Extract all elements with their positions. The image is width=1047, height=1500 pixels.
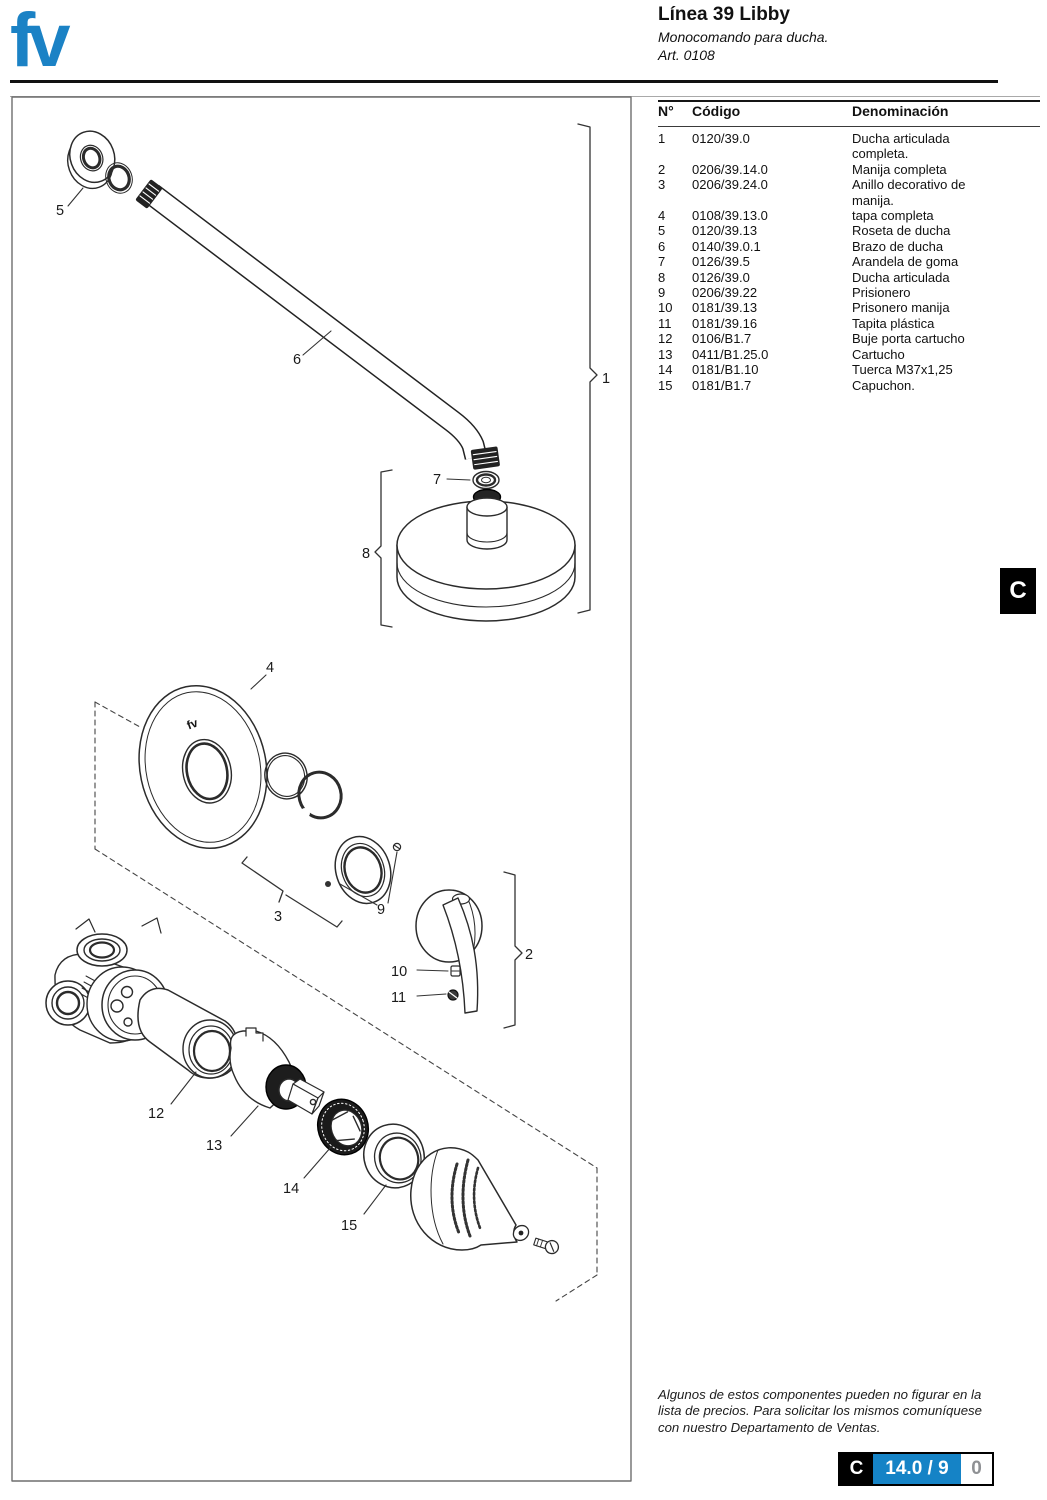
row-code: 0126/39.0 [692, 269, 750, 285]
footer-note-line: con nuestro Departamento de Ventas. [658, 1419, 881, 1435]
row-code: 0181/B1.10 [692, 362, 759, 378]
callout-6: 6 [293, 352, 302, 368]
row-name: Prisionero [852, 285, 911, 301]
plastic-cap-11 [448, 990, 458, 1000]
callout-7: 7 [433, 472, 442, 488]
page-subtitle: Monocomando para ducha. [658, 29, 829, 45]
callout-5: 5 [56, 203, 65, 219]
row-number: 15 [658, 377, 673, 393]
bracket-1 [578, 124, 597, 613]
row-number: 6 [658, 238, 666, 254]
callout-9: 9 [377, 902, 386, 918]
sleeve-part-12 [138, 988, 238, 1078]
footer-note-line: lista de precios. Para solicitar los mismos comuníquese [658, 1403, 982, 1419]
grub-screw-10 [451, 966, 460, 976]
callout-15: 15 [341, 1218, 358, 1234]
washer-part-7 [473, 472, 499, 489]
row-code: 0140/39.0.1 [692, 238, 761, 254]
page-badge [838, 1452, 994, 1486]
row-name: Capuchon. [852, 377, 915, 393]
row-number: 4 [658, 208, 666, 224]
row-code: 0120/39.13 [692, 223, 758, 239]
row-name: Ducha articulada completa. [852, 131, 950, 162]
cone-screw [533, 1235, 560, 1255]
badge-suffix: 0 [961, 1454, 992, 1484]
row-name: Ducha articulada [852, 269, 950, 285]
row-code: 0206/39.24.0 [692, 177, 768, 193]
row-name: Tuerca M37x1,25 [852, 362, 953, 378]
callout-14: 14 [283, 1181, 300, 1197]
row-name: Buje porta cartucho [852, 331, 965, 347]
shower-head-part-8 [397, 490, 575, 622]
bracket-8 [375, 470, 392, 627]
row-code: 0181/B1.7 [692, 377, 752, 393]
row-code: 0120/39.0 [692, 131, 750, 146]
row-name: Cartucho [852, 346, 905, 362]
row-name: Manija completa [852, 161, 947, 177]
row-name: Anillo decorativo de manija. [852, 177, 966, 208]
callout-4: 4 [266, 660, 275, 676]
footer-note [658, 1387, 1010, 1436]
escutcheon-part-4 [124, 674, 281, 861]
badge-section: C [840, 1454, 873, 1484]
row-number: 11 [658, 315, 672, 331]
callout-12: 12 [148, 1106, 165, 1122]
page-title: Línea 39 Libby [658, 4, 790, 25]
row-code: 0106/B1.7 [692, 331, 752, 347]
row-code: 0181/39.13 [692, 300, 758, 316]
row-name: Tapita plástica [852, 315, 935, 331]
callout-13: 13 [206, 1138, 223, 1154]
snap-ring-gap [300, 808, 310, 818]
prisionero-screw-9 [393, 843, 400, 850]
row-number: 14 [658, 362, 673, 378]
row-name: tapa completa [852, 208, 934, 224]
row-number: 1 [658, 131, 666, 146]
row-number: 5 [658, 223, 666, 239]
row-number: 9 [658, 285, 666, 301]
row-name: Prisonero manija [852, 300, 950, 316]
row-number: 7 [658, 254, 666, 270]
col-name: Denominación [852, 103, 949, 119]
bracket-2 [504, 872, 522, 1028]
row-code: 0126/39.5 [692, 254, 750, 270]
diagram-frame [12, 97, 631, 1481]
fv-logo: fv [10, 0, 64, 83]
row-name: Brazo de ducha [852, 238, 944, 254]
article-number: Art. 0108 [658, 47, 715, 63]
cone-cap [411, 1148, 532, 1250]
row-number: 2 [658, 161, 666, 177]
callout-8: 8 [362, 546, 371, 562]
row-number: 3 [658, 177, 666, 193]
col-number: N° [658, 103, 674, 119]
cartridge-part-13 [230, 1028, 324, 1114]
row-number: 12 [658, 331, 673, 347]
row-code: 0206/39.22 [692, 285, 758, 301]
callout-3: 3 [274, 909, 283, 925]
row-code: 0411/B1.25.0 [692, 346, 769, 362]
row-code: 0108/39.13.0 [692, 208, 768, 224]
badge-code: 14.0 / 9 [873, 1454, 961, 1484]
bracket-3 [242, 857, 342, 927]
row-number: 10 [658, 300, 673, 316]
callout-11: 11 [391, 990, 407, 1006]
row-code: 0206/39.14.0 [692, 161, 768, 177]
callout-1: 1 [602, 371, 611, 387]
section-tab: C [1000, 568, 1036, 614]
fv-mark: fv [184, 715, 200, 733]
row-number: 8 [658, 269, 666, 285]
row-name: Arandela de goma [852, 254, 959, 270]
shower-arm-part-6 [135, 179, 500, 470]
callout-labels [56, 203, 610, 1234]
col-code: Código [692, 103, 741, 119]
row-name: Roseta de ducha [852, 223, 951, 239]
callout-10: 10 [391, 964, 408, 980]
ring-screw [325, 881, 331, 887]
roseta-part-5 [59, 125, 124, 195]
oring-a [260, 748, 312, 803]
row-number: 13 [658, 346, 673, 362]
footer-note-line: Algunos de estos componentes pueden no figurar en la [658, 1387, 982, 1402]
row-code: 0181/39.16 [692, 315, 758, 331]
callout-2: 2 [525, 947, 534, 963]
